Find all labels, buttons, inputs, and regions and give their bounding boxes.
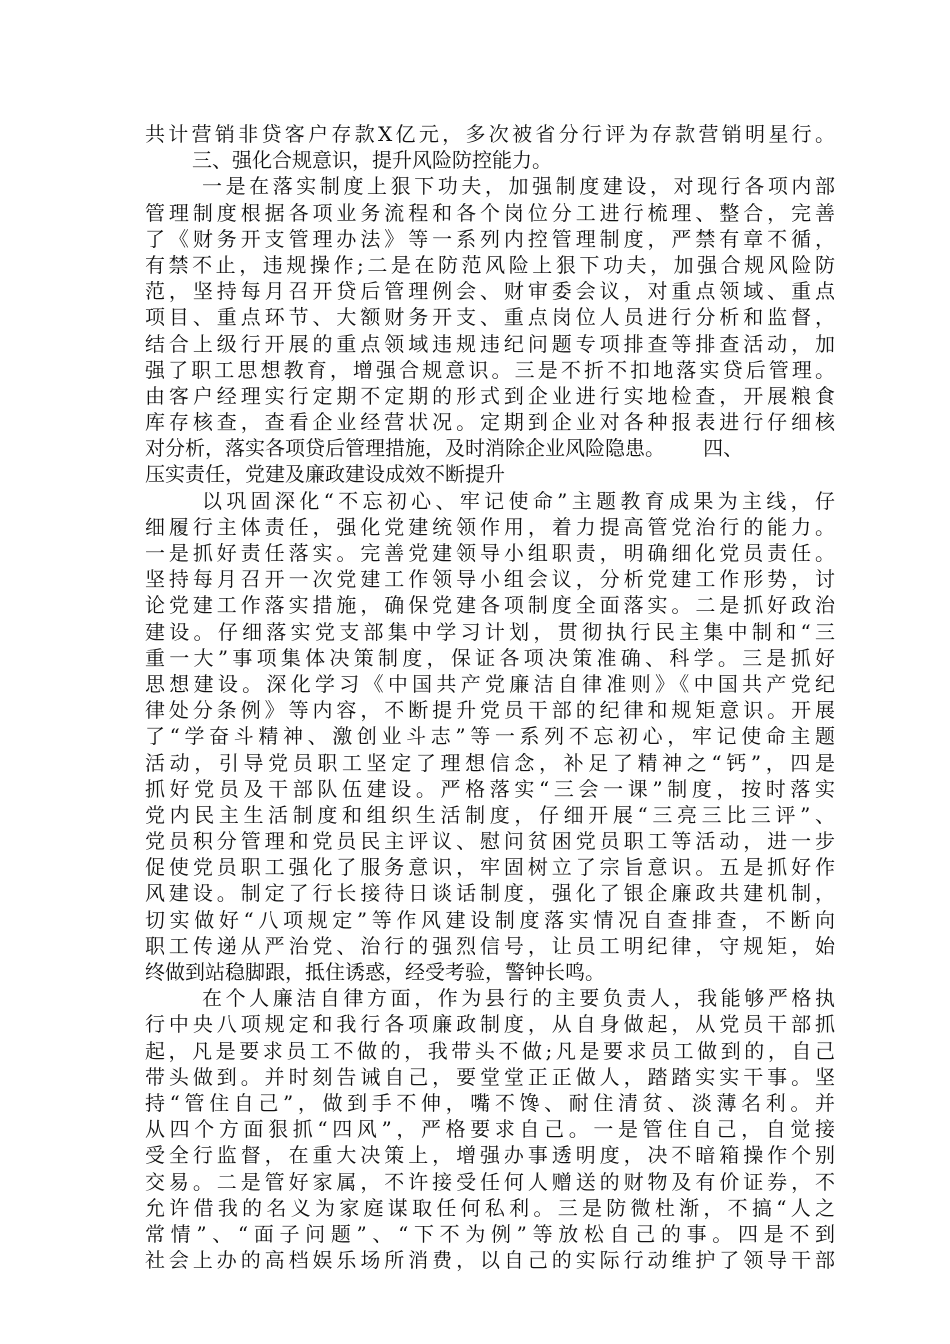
text-line: 压实责任，党建及廉政建设成效不断提升 [145,462,505,487]
text-line: 持“管住自己”，做到手不伸，嘴不馋、耐住清贫、淡薄名利。并 [145,1090,835,1115]
text-line: 抓好党员及干部队伍建设。严格落实“三会一课”制度，按时落实 [145,776,835,801]
text-line: 职工传递从严治党、治行的强烈信号，让员工明纪律，守规矩，始 [145,933,835,958]
text-line: 结合上级行开展的重点领域违规违纪问题专项排查等排查活动，加 [145,331,835,356]
text-line: 重一大”事项集体决策制度，保证各项决策准确、科学。三是抓好 [145,645,835,670]
text-line: 交易。二是管好家属，不许接受任何人赠送的财物及有价证券，不 [145,1169,835,1194]
text-line: 共计营销非贷客户存款X亿元，多次被省分行评为存款营销明星行。 [145,122,835,146]
text-line: 范，坚持每月召开贷后管理例会、财审委会议，对重点领域、重点 [145,279,835,304]
text-line: 从四个方面狠抓“四风”，严格要求自己。一是管住自己，自觉接 [145,1117,835,1142]
text-line: 了《财务开支管理办法》等一系列内控管理制度，严禁有章不循， [145,226,835,251]
text-line: 促使党员职工强化了服务意识，牢固树立了宗旨意识。五是抓好作 [145,855,835,880]
text-line: 活动，引导党员职工坚定了理想信念，补足了精神之“钙”，四是 [145,750,835,775]
text-line: 库存核查，查看企业经营状况。定期到企业对各种报表进行仔细核 [145,410,835,435]
text-line: 党内民主生活制度和组织生活制度，仔细开展“三亮三比三评”、 [145,802,835,827]
text-line: 受全行监督，在重大决策上，增强办事透明度，决不暗箱操作个别 [145,1143,835,1168]
text-line: 由客户经理实行定期不定期的形式到企业进行实地检查，开展粮食 [145,383,835,408]
text-line: 一是在落实制度上狠下功夫，加强制度建设，对现行各项内部 [202,174,835,199]
text-line: 以巩固深化“不忘初心、牢记使命”主题教育成果为主线，仔 [202,488,835,513]
text-line: 项目、重点环节、大额财务开支、重点岗位人员进行分析和监督， [145,305,835,330]
text-line: 管理制度根据各项业务流程和各个岗位分工进行梳理、整合，完善 [145,200,835,225]
text-line: 行中央八项规定和我行各项廉政制度，从自身做起，从党员干部抓 [145,1012,835,1037]
text-line: 细履行主体责任，强化党建统领作用，着力提高管党治行的能力。 [145,514,835,539]
text-line: 思想建设。深化学习《中国共产党廉洁自律准则》《中国共产党纪 [145,671,835,696]
text-line: 终做到站稳脚跟，抵住诱惑，经受考验，警钟长鸣。 [145,960,605,984]
text-line: 律处分条例》等内容，不断提升党员干部的纪律和规矩意识。开展 [145,698,835,723]
text-line: 带头做到。并时刻告诫自己，要堂堂正正做人，踏踏实实干事。坚 [145,1064,835,1089]
text-line: 允许借我的名义为家庭谋取任何私利。三是防微杜渐，不搞“人之 [145,1195,835,1220]
text-line: 党员积分管理和党员民主评议、慰问贫困党员职工等活动，进一步 [145,829,835,854]
text-line: 切实做好“八项规定”等作风建设制度落实情况自查排查，不断向 [145,907,835,932]
text-line: 风建设。制定了行长接待日谈话制度，强化了银企廉政共建机制， [145,881,835,906]
text-line: 有禁不止，违规操作;二是在防范风险上狠下功夫，加强合规风险防 [145,252,835,277]
text-line: 起，凡是要求员工不做的，我带头不做;凡是要求员工做到的，自己 [145,1038,835,1063]
text-line: 建设。仔细落实党支部集中学习计划，贯彻执行民主集中制和“三 [145,619,835,644]
text-line: 对分析，落实各项贷后管理措施，及时消除企业风险隐患。 四、 [145,436,744,461]
text-line: 一是抓好责任落实。完善党建领导小组职责，明确细化党员责任。 [145,541,835,565]
text-line: 论党建工作落实措施，确保党建各项制度全面落实。二是抓好政治 [145,593,835,618]
text-line: 坚持每月召开一次党建工作领导小组会议，分析党建工作形势，讨 [145,567,835,592]
body-text [145,121,835,1273]
text-line: 了“学奋斗精神、激创业斗志”等一系列不忘初心，牢记使命主题 [145,724,835,749]
text-line: 社会上办的高档娱乐场所消费，以自己的实际行动维护了领导干部 [145,1248,835,1273]
text-line: 强了职工思想教育，增强合规意识。三是不折不扣地落实贷后管理。 [145,357,835,382]
text-line: 三、强化合规意识，提升风险防控能力。 [192,148,552,173]
text-line: 常情”、“面子问题”、“下不为例”等放松自己的事。四是不到 [145,1221,835,1246]
text-line: 在个人廉洁自律方面，作为县行的主要负责人，我能够严格执 [202,986,835,1011]
